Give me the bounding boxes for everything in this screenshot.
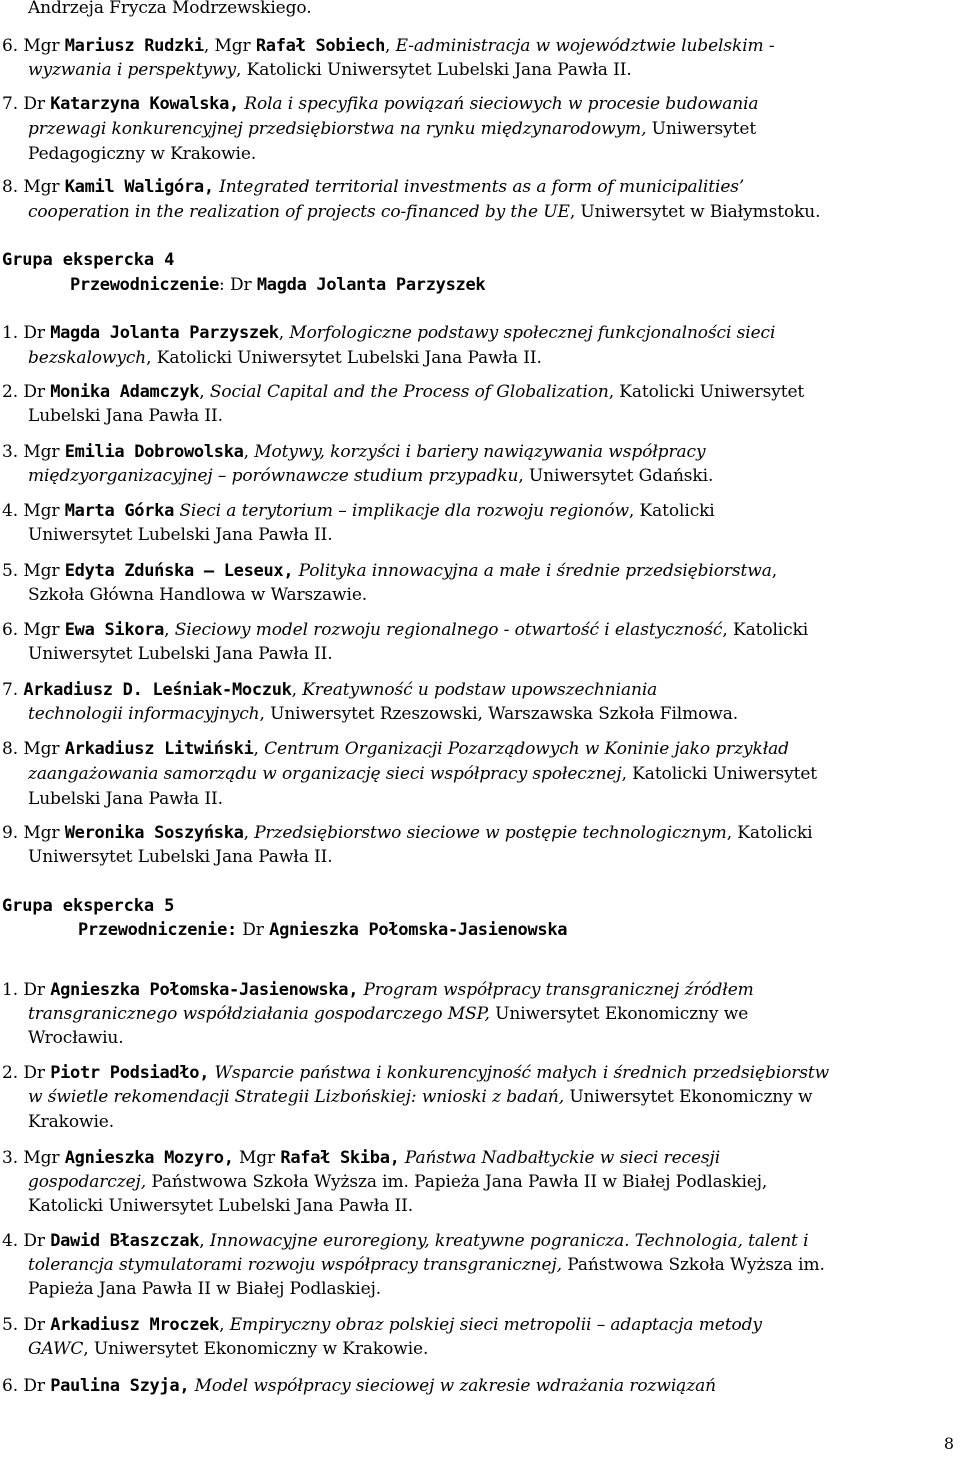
list-item: 6. Mgr Mariusz Rudzki, Mgr Rafał Sobiech, E-administracja w województwie lubelskim - [2,36,775,56]
page-number: 8 [943,1434,954,1453]
list-item: 4. Dr Dawid Błaszczak, Innowacyjne euroregiony, kreatywne pogranicza. Technologia, talent i [2,1231,809,1251]
text-line: Uniwersytet Lubelski Jana Pawła II. [28,847,333,867]
text-line: wyzwania i perspektywy, Katolicki Uniwersytet Lubelski Jana Pawła II. [28,60,632,80]
list-item: 1. Dr Agnieszka Połomska-Jasienowska, Program współpracy transgranicznej źródłem [2,980,754,1000]
text-line: Uniwersytet Lubelski Jana Pawła II. [28,525,333,545]
list-item: 2. Dr Piotr Podsiadło, Wsparcie państwa i konkurencyjność małych i średnich przedsiębiorstw [2,1063,830,1083]
list-item: 3. Mgr Agnieszka Mozyro, Mgr Rafał Skiba, Państwa Nadbałtyckie w sieci recesji [2,1148,721,1168]
list-item: 2. Dr Monika Adamczyk, Social Capital and the Process of Globalization, Katolicki Uniwersytet [2,382,805,402]
group-heading: Grupa ekspercka 4 [2,250,175,270]
text-line: Krakowie. [28,1112,115,1132]
text-line: przewagi konkurencyjnej przedsiębiorstwa na rynku międzynarodowym, Uniwersytet [28,119,757,139]
group-heading: Grupa ekspercka 5 [2,896,175,916]
text-line: GAWC, Uniwersytet Ekonomiczny w Krakowie. [28,1339,429,1359]
text-line: Lubelski Jana Pawła II. [28,789,223,809]
list-item: 5. Dr Arkadiusz Mroczek, Empiryczny obraz polskiej sieci metropolii – adaptacja metody [2,1315,762,1335]
text-line: Uniwersytet Lubelski Jana Pawła II. [28,644,333,664]
list-item: 9. Mgr Weronika Soszyńska, Przedsiębiorstwo sieciowe w postępie technologicznym, Katolicki [2,823,813,843]
text-line: Andrzeja Frycza Modrzewskiego. [28,0,312,18]
text-line: Katolicki Uniwersytet Lubelski Jana Pawła II. [28,1196,414,1216]
list-item: 7. Dr Katarzyna Kowalska, Rola i specyfika powiązań sieciowych w procesie budowania [2,94,759,114]
text-line: gospodarczej, Państwowa Szkoła Wyższa im. Papieża Jana Pawła II w Białej Podlaskiej, [28,1172,768,1192]
group-chair: Przewodniczenie: Dr Agnieszka Połomska-Jasienowska [78,920,568,940]
list-item: 6. Dr Paulina Szyja, Model współpracy sieciowej w zakresie wdrażania rozwiązań [2,1376,716,1396]
text-line: w świetle rekomendacji Strategii Lizbońskiej: wnioski z badań, Uniwersytet Ekonomiczny w [28,1087,813,1107]
text-line: tolerancja stymulatorami rozwoju współpracy transgranicznej, Państwowa Szkoła Wyższa im. [28,1255,825,1275]
list-item: 8. Mgr Kamil Waligóra, Integrated territorial investments as a form of municipalities’ [2,177,745,197]
list-item: 4. Mgr Marta Górka Sieci a terytorium – implikacje dla rozwoju regionów, Katolicki [2,501,715,521]
list-item: 3. Mgr Emilia Dobrowolska, Motywy, korzyści i bariery nawiązywania współpracy [2,442,706,462]
text-line: Papieża Jana Pawła II w Białej Podlaskiej. [28,1279,382,1299]
text-line: transgranicznego współdziałania gospodarczego MSP, Uniwersytet Ekonomiczny we [28,1004,749,1024]
text-line: Lubelski Jana Pawła II. [28,406,223,426]
text-line: zaangażowania samorządu w organizację sieci współpracy społecznej, Katolicki Uniwersytet [28,764,818,784]
text-line: międzyorganizacyjnej – porównawcze studium przypadku, Uniwersytet Gdański. [28,466,714,486]
list-item: 1. Dr Magda Jolanta Parzyszek, Morfologiczne podstawy społecznej funkcjonalności sieci [2,323,776,343]
text-line: Pedagogiczny w Krakowie. [28,144,257,164]
text-line: technologii informacyjnych, Uniwersytet Rzeszowski, Warszawska Szkoła Filmowa. [28,704,739,724]
text-line: cooperation in the realization of projects co-financed by the UE, Uniwersytet w Białymstoku. [28,202,821,222]
list-item: 5. Mgr Edyta Zduńska – Leseux, Polityka innowacyjna a małe i średnie przedsiębiorstwa, [2,561,778,581]
text-line: Szkoła Główna Handlowa w Warszawie. [28,585,368,605]
list-item: 8. Mgr Arkadiusz Litwiński, Centrum Organizacji Pozarządowych w Koninie jako przykład [2,739,789,759]
text-line: bezskalowych, Katolicki Uniwersytet Lubelski Jana Pawła II. [28,348,542,368]
list-item: 7. Arkadiusz D. Leśniak-Moczuk, Kreatywność u podstaw upowszechniania [2,680,658,700]
list-item: 6. Mgr Ewa Sikora, Sieciowy model rozwoju regionalnego - otwartość i elastyczność, Katolicki [2,620,809,640]
group-chair: Przewodniczenie: Dr Magda Jolanta Parzyszek [70,275,486,295]
text-line: Wrocławiu. [28,1028,124,1048]
